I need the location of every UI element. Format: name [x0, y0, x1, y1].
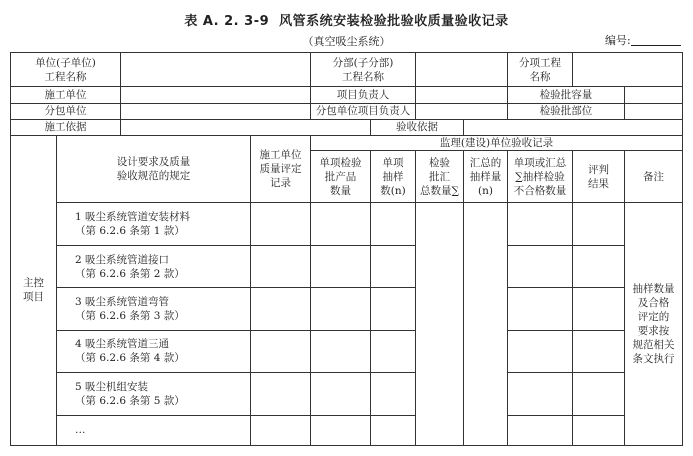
remarks-note: 抽样数量 及合格 评定的 要求按 规范相关 条文执行 [625, 203, 683, 446]
batch-capacity-label: 检验批容量 [508, 87, 625, 103]
serial-number-label: 编号: [605, 34, 631, 47]
batch-total-header: 检验 批汇 总数量∑ [416, 150, 464, 203]
nonconforming-cell[interactable] [508, 245, 573, 287]
judgement-cell[interactable] [573, 330, 625, 372]
requirement-header: 设计要求及质量 验收规范的规定 [57, 135, 251, 203]
item-batch-qty-cell[interactable] [311, 288, 371, 330]
acceptance-basis-value[interactable] [464, 119, 683, 135]
remarks-header: 备注 [625, 150, 683, 203]
subcontractor-value[interactable] [121, 103, 311, 119]
check-item-1: 1 吸尘系统管道安装材料 （第 6.2.6 条第 1 款） [57, 203, 251, 245]
item-batch-qty-header: 单项检验 批产品 数量 [311, 150, 371, 203]
contractor-record-cell[interactable] [251, 203, 311, 245]
check-item-2: 2 吸尘系统管道接口 （第 6.2.6 条第 2 款） [57, 245, 251, 287]
contractor-record-header: 施工单位 质量评定 记录 [251, 135, 311, 203]
subcontractor-label: 分包单位 [11, 103, 121, 119]
check-item-3: 3 吸尘系统管道弯管 （第 6.2.6 条第 3 款） [57, 288, 251, 330]
item-batch-qty-cell[interactable] [311, 415, 371, 445]
unit-project-name-value[interactable] [121, 53, 311, 87]
judgement-cell[interactable] [573, 245, 625, 287]
nonconforming-cell[interactable] [508, 415, 573, 445]
contractor-record-cell[interactable] [251, 245, 311, 287]
item-sample-qty-cell[interactable] [371, 288, 416, 330]
main-control-label: 主控 项目 [11, 135, 57, 445]
item-sample-qty-cell[interactable] [371, 245, 416, 287]
item-sample-qty-cell[interactable] [371, 203, 416, 245]
unit-project-name-label: 单位(子单位) 工程名称 [11, 53, 121, 87]
batch-location-label: 检验批部位 [508, 103, 625, 119]
item-sample-qty-cell[interactable] [371, 415, 416, 445]
sub-project-manager-label: 分包单位项目负责人 [311, 103, 416, 119]
contractor-record-cell[interactable] [251, 373, 311, 415]
construction-basis-label: 施工依据 [11, 119, 121, 135]
nonconforming-header: 单项或汇总 ∑抽样检验 不合格数量 [508, 150, 573, 203]
acceptance-basis-label: 验收依据 [371, 119, 464, 135]
batch-capacity-value[interactable] [625, 87, 683, 103]
subitem-project-name-label: 分项工程 名称 [508, 53, 573, 87]
serial-number-field[interactable] [605, 32, 681, 48]
judgement-header: 评判 结果 [573, 150, 625, 203]
contractor-record-cell[interactable] [251, 330, 311, 372]
item-batch-qty-cell[interactable] [311, 203, 371, 245]
form-title [0, 10, 693, 29]
contractor-record-cell[interactable] [251, 288, 311, 330]
division-project-name-value[interactable] [416, 53, 508, 87]
total-sample-cell[interactable] [464, 203, 508, 446]
nonconforming-cell[interactable] [508, 330, 573, 372]
project-manager-label: 项目负责人 [311, 87, 416, 103]
item-batch-qty-cell[interactable] [311, 373, 371, 415]
judgement-cell[interactable] [573, 203, 625, 245]
item-sample-qty-cell[interactable] [371, 373, 416, 415]
project-manager-value[interactable] [416, 87, 508, 103]
sub-project-manager-value[interactable] [416, 103, 508, 119]
judgement-cell[interactable] [573, 415, 625, 445]
nonconforming-cell[interactable] [508, 203, 573, 245]
contractor-value[interactable] [121, 87, 311, 103]
check-item-4: 4 吸尘系统管道三通 （第 6.2.6 条第 4 款） [57, 330, 251, 372]
table-title: 风管系统安装检验批验收质量验收记录 [279, 14, 509, 29]
check-item-5: 5 吸尘机组安装 （第 6.2.6 条第 5 款） [57, 373, 251, 415]
division-project-name-label: 分部(子分部) 工程名称 [311, 53, 416, 87]
total-sample-header: 汇总的 抽样量 (n) [464, 150, 508, 203]
item-sample-qty-header: 单项 抽样 数(n) [371, 150, 416, 203]
contractor-record-cell[interactable] [251, 415, 311, 445]
item-batch-qty-cell[interactable] [311, 330, 371, 372]
judgement-cell[interactable] [573, 288, 625, 330]
batch-location-value[interactable] [625, 103, 683, 119]
inspection-record-table [10, 52, 683, 446]
check-item-more: … [57, 415, 251, 445]
item-batch-qty-cell[interactable] [311, 245, 371, 287]
construction-basis-value[interactable] [121, 119, 371, 135]
subitem-project-name-value[interactable] [573, 53, 683, 87]
serial-number-blank[interactable] [631, 33, 681, 46]
form-subtitle: （真空吸尘系统） [302, 35, 391, 48]
judgement-cell[interactable] [573, 373, 625, 415]
item-sample-qty-cell[interactable] [371, 330, 416, 372]
nonconforming-cell[interactable] [508, 373, 573, 415]
nonconforming-cell[interactable] [508, 288, 573, 330]
supervision-group-header: 监理(建设)单位验收记录 [311, 135, 683, 150]
table-code: 表 A. 2. 3-9 [184, 14, 270, 29]
batch-total-cell[interactable] [416, 203, 464, 446]
contractor-label: 施工单位 [11, 87, 121, 103]
